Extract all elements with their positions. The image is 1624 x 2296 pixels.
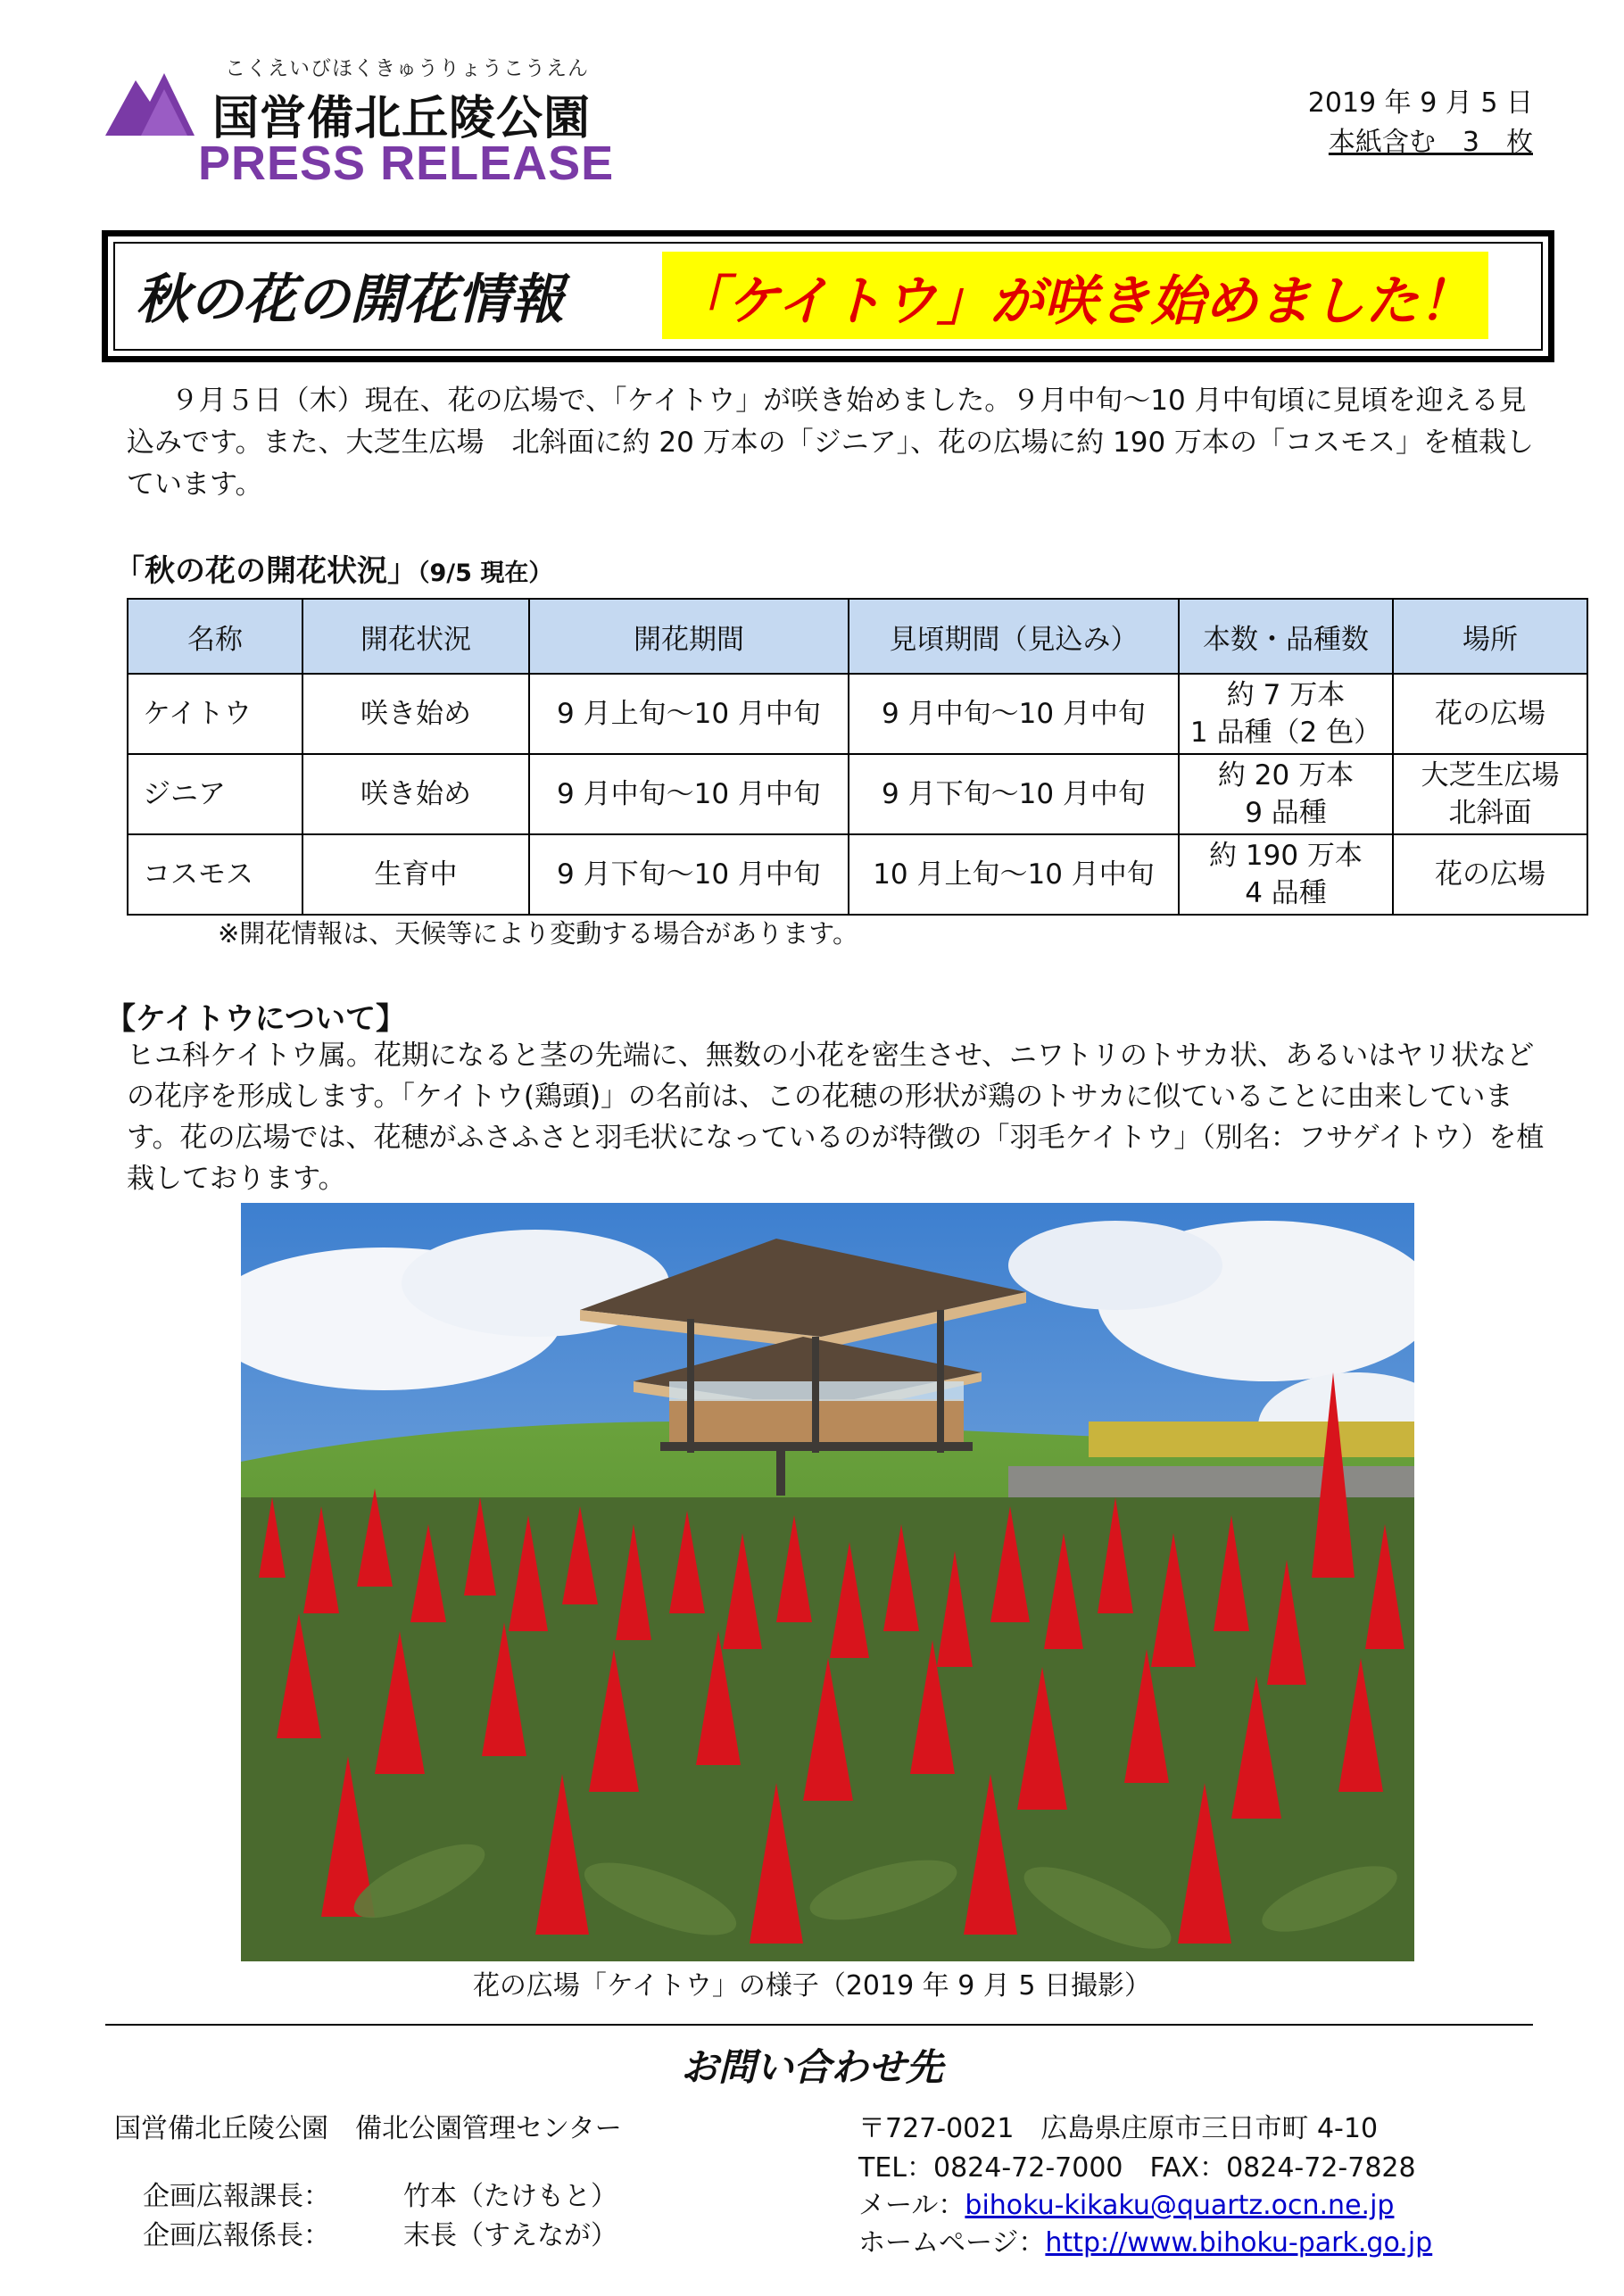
contact-web-label: ホームページ：	[858, 2227, 1046, 2259]
table-heading	[114, 546, 552, 590]
contact-name-1: 竹本（たけもと）	[403, 2181, 617, 2212]
page-count: 本紙含む 3 枚	[1328, 127, 1533, 158]
cell-count	[1179, 754, 1393, 834]
column-header: 名称	[128, 599, 302, 674]
cell-count-line1: 約 190 万本	[1209, 840, 1363, 872]
column-header: 本数・品種数	[1179, 599, 1393, 674]
column-header: 見頃期間（見込み）	[849, 599, 1179, 674]
cell-count-line1: 約 20 万本	[1217, 759, 1355, 792]
cell-count-line2: 1 品種（2 色）	[1189, 717, 1382, 749]
about-paragraph: ヒユ科ケイトウ属。花期になると茎の先端に、無数の小花を密生させ、ニワトリのトサカ状、あるいはヤリ状などの花序を形成します。「ケイトウ(鶏頭)」の名前は、この花穂の形状が鶏のトサカに似ていることに由来しています。花の広場では、花穂がふさふさと羽毛状になっているのが特徴の「羽毛ケイトウ」（別名：フサゲイトウ）を植栽しております。	[127, 1040, 1545, 1195]
photo-caption: 花の広場「ケイトウ」の様子（2019 年 9 月 5 日撮影）	[472, 1970, 1152, 2002]
table-note: ※開花情報は、天候等により変動する場合があります。	[218, 918, 858, 949]
cell-count	[1179, 834, 1393, 915]
contact-role-1: 企画広報課長：	[143, 2181, 330, 2212]
cell-period: 9 月上旬～10 月中旬	[529, 674, 849, 754]
title-main: 秋の花の開花情報	[136, 269, 564, 331]
contact-role-2: 企画広報係長：	[143, 2220, 330, 2251]
about-heading: 【ケイトウについて】	[105, 1001, 406, 1037]
park-name: 国営備北丘陵公園	[212, 92, 592, 145]
title-highlight: 「ケイトウ」が咲き始めました！	[662, 252, 1488, 339]
table-row	[128, 834, 1587, 915]
cell-name: ジニア	[128, 754, 302, 834]
contact-heading: お問い合わせ先	[680, 2045, 943, 2089]
cell-place-line1: 大芝生広場	[1421, 759, 1560, 792]
contact-mail-label: メール：	[858, 2190, 965, 2221]
intro-paragraph: ９月５日（木）現在、花の広場で、「ケイトウ」が咲き始めました。９月中旬～10 月中旬頃に見頃を迎える見込みです。また、大芝生広場 北斜面に約 20 万本の「ジニア」、花の広場に約 190 万本の「コスモス」を植栽しています。	[127, 385, 1535, 501]
column-header: 開花期間	[529, 599, 849, 674]
contact-address: 〒727-0021 広島県庄原市三日市町 4-10	[858, 2113, 1379, 2144]
cell-place	[1393, 674, 1587, 754]
cell-place-line1: 花の広場	[1435, 858, 1545, 891]
cell-count-line1: 約 7 万本	[1226, 679, 1346, 711]
contact-web-link[interactable]: http://www.bihoku-park.go.jp	[1045, 2227, 1433, 2259]
column-header: 開花状況	[302, 599, 529, 674]
press-release-label: PRESS RELEASE	[198, 137, 615, 190]
cell-period: 9 月下旬～10 月中旬	[529, 834, 849, 915]
bloom-status-table	[127, 598, 1588, 916]
contact-name-2: 末長（すえなが）	[403, 2220, 617, 2251]
table-heading-title: 「秋の花の開花状況」	[114, 553, 418, 589]
cell-best: 10 月上旬～10 月中旬	[849, 834, 1179, 915]
column-header: 場所	[1393, 599, 1587, 674]
cell-place	[1393, 754, 1587, 834]
cell-period: 9 月中旬～10 月中旬	[529, 754, 849, 834]
cell-name: ケイトウ	[128, 674, 302, 754]
park-logo-icon	[105, 64, 195, 137]
cell-status: 咲き始め	[302, 754, 529, 834]
contact-mail-row	[858, 2183, 1394, 2222]
cell-best: 9 月下旬～10 月中旬	[849, 754, 1179, 834]
footer-divider	[105, 2024, 1533, 2026]
cell-place-line1: 花の広場	[1435, 698, 1545, 730]
cell-count-line2: 4 品種	[1245, 877, 1327, 909]
contact-org: 国営備北丘陵公園 備北公園管理センター	[114, 2113, 622, 2144]
table-header-row	[128, 599, 1587, 674]
table-row	[128, 674, 1587, 754]
cell-best: 9 月中旬～10 月中旬	[849, 674, 1179, 754]
cell-name: コスモス	[128, 834, 302, 915]
celosia-field-photo	[241, 1203, 1414, 1961]
cell-count-line2: 9 品種	[1245, 797, 1327, 829]
contact-mail-link[interactable]: bihoku-kikaku@quartz.ocn.ne.jp	[965, 2190, 1395, 2221]
table-row	[128, 754, 1587, 834]
cell-count	[1179, 674, 1393, 754]
cell-status: 生育中	[302, 834, 529, 915]
contact-tel-fax: TEL：0824-72-7000 FAX：0824-72-7828	[858, 2152, 1416, 2184]
release-date: 2019 年 9 月 5 日	[1307, 87, 1533, 119]
park-name-ruby: こくえいびほくきゅうりょうこうえん	[225, 57, 589, 80]
cell-place-line2: 北斜面	[1448, 797, 1532, 829]
table-heading-date: （9/5 現在）	[418, 559, 553, 587]
cell-status: 咲き始め	[302, 674, 529, 754]
cell-place	[1393, 834, 1587, 915]
contact-web-row	[858, 2220, 1432, 2259]
